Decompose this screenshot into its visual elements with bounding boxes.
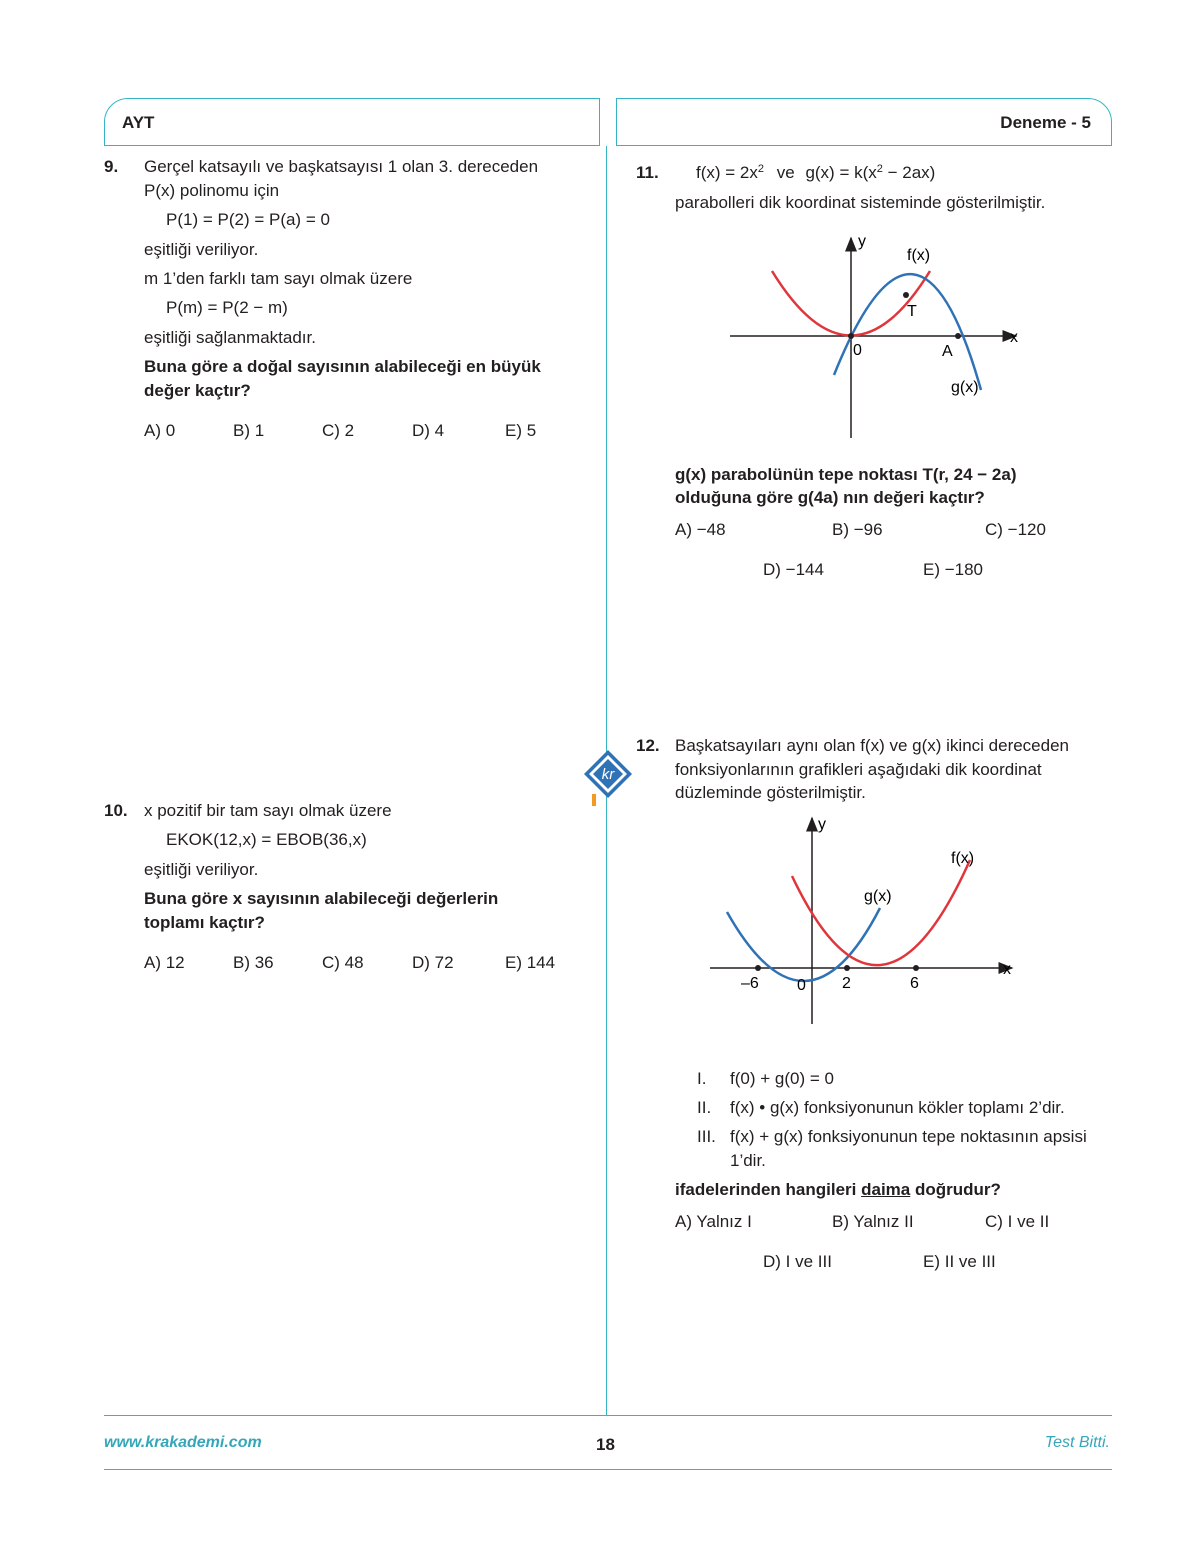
q11-point-a: [955, 333, 961, 339]
q12-line1: Başkatsayıları aynı olan f(x) ve g(x) ikinci dereceden: [675, 736, 1070, 755]
logo-text: kr: [601, 766, 615, 783]
q9-number: 9.: [104, 157, 119, 176]
page-number: 18: [596, 1435, 615, 1454]
q9-equation: P(1) = P(2) = P(a) = 0: [166, 210, 330, 229]
q12-two-label: 2: [842, 975, 851, 992]
q11-option-e[interactable]: E) −180: [923, 560, 984, 579]
q11-number: 11.: [636, 163, 659, 182]
q10-option-a[interactable]: A) 12: [144, 953, 185, 972]
q12-option-b[interactable]: B) Yalnız II: [832, 1212, 914, 1231]
footer-bottom-rule: [104, 1469, 1112, 1470]
q12-point-2: [844, 965, 850, 971]
q12-question-b: doğrudur?: [910, 1180, 1001, 1199]
q11-f-label: f(x): [907, 247, 931, 264]
q12-s1-num: I.: [697, 1069, 707, 1088]
q11-g-exp: 2: [876, 163, 883, 175]
q12-g-label: g(x): [864, 888, 892, 905]
footer-url-link[interactable]: www.krakademi.com: [104, 1434, 262, 1451]
q10-equation: EKOK(12,x) = EBOB(36,x): [166, 830, 367, 849]
q11-a-label: A: [942, 343, 953, 360]
q10-option-b[interactable]: B) 36: [233, 953, 274, 972]
q11-g-label: g(x): [951, 379, 979, 396]
q11-origin-point: [848, 333, 854, 339]
q11-question-line1: g(x) parabolünün tepe noktası T(r, 24 − 2a): [675, 465, 1017, 484]
q12-f-label: f(x): [951, 850, 975, 867]
q10-option-c[interactable]: C) 48: [322, 953, 364, 972]
q9-line4: eşitliği veriliyor.: [144, 240, 259, 259]
q12-six-label: 6: [910, 975, 919, 992]
q12-graph: [700, 812, 1020, 1028]
q12-y-label: y: [818, 816, 826, 833]
q12-option-e[interactable]: E) II ve III: [923, 1252, 996, 1271]
q12-question-a: ifadelerinden hangileri: [675, 1180, 862, 1199]
test-title: Deneme - 5: [1000, 113, 1091, 132]
q11-origin-label: 0: [853, 342, 862, 359]
q9-line7: eşitliği sağlanmaktadır.: [144, 328, 316, 347]
q10-number: 10.: [104, 801, 128, 820]
q11-option-c[interactable]: C) −120: [985, 520, 1046, 539]
q12-point-minus6: [755, 965, 761, 971]
q11-functions: [696, 163, 935, 183]
exam-type: AYT: [122, 113, 155, 132]
q10-option-d[interactable]: D) 72: [412, 953, 454, 972]
header-right-box: [616, 98, 1112, 146]
q9-option-a[interactable]: A) 0: [144, 421, 176, 440]
q11-f-def: f(x) = 2x: [696, 163, 758, 182]
q12-option-a[interactable]: A) Yalnız I: [675, 1212, 752, 1231]
q9-line1: Gerçel katsayılı ve başkatsayısı 1 olan 3. dereceden: [144, 157, 539, 176]
q9-question-line1: Buna göre a doğal sayısının alabileceği en büyük: [144, 357, 541, 376]
q9-line2: P(x) polinomu için: [144, 181, 280, 200]
q12-statement2: f(x) • g(x) fonksiyonunun kökler toplamı 2’dir.: [730, 1098, 1065, 1117]
q11-option-a[interactable]: A) −48: [675, 520, 726, 539]
q11-x-label: x: [1010, 329, 1018, 346]
q10-question-line2: toplamı kaçtır?: [144, 913, 265, 932]
q12-statement3b: 1’dir.: [730, 1151, 766, 1170]
q11-option-b[interactable]: B) −96: [832, 520, 883, 539]
header-left-box: [104, 98, 600, 146]
q11-f-exp: 2: [757, 163, 764, 175]
q12-minus6-label: –6: [741, 975, 759, 992]
footer-top-rule: [104, 1415, 1112, 1416]
q12-number: 12.: [636, 736, 660, 755]
q12-option-d[interactable]: D) I ve III: [763, 1252, 832, 1271]
q11-conj: ve: [776, 163, 795, 182]
q9-option-b[interactable]: B) 1: [233, 421, 265, 440]
q11-t-label: T: [907, 303, 917, 320]
q12-statement3a: f(x) + g(x) fonksiyonunun tepe noktasının apsisi: [730, 1127, 1087, 1146]
q12-line2: fonksiyonlarının grafikleri aşağıdaki dik koordinat: [675, 760, 1042, 779]
q12-point-6: [913, 965, 919, 971]
q12-question-emphasis: daima: [861, 1180, 911, 1199]
q12-line3: düzleminde gösterilmiştir.: [675, 783, 866, 802]
q12-option-c[interactable]: C) I ve II: [985, 1212, 1050, 1231]
q12-statement1: f(0) + g(0) = 0: [730, 1069, 834, 1088]
q11-g-def: g(x) = k(x: [805, 163, 877, 182]
q11-y-label: y: [858, 233, 866, 250]
q11-graph: [720, 228, 1030, 443]
q11-intersection-point: [903, 292, 909, 298]
q9-option-c[interactable]: C) 2: [322, 421, 355, 440]
q9-option-e[interactable]: E) 5: [505, 421, 537, 440]
q11-g-curve: [834, 274, 981, 390]
q11-g-def-b: − 2ax): [882, 163, 936, 182]
q10-line1: x pozitif bir tam sayı olmak üzere: [144, 801, 392, 820]
q11-question-line2: olduğuna göre g(4a) nın değeri kaçtır?: [675, 488, 985, 507]
q9-question-line2: değer kaçtır?: [144, 381, 251, 400]
q12-s2-num: II.: [697, 1098, 712, 1117]
q10-option-e[interactable]: E) 144: [505, 953, 556, 972]
q10-line3: eşitliği veriliyor.: [144, 860, 259, 879]
q12-x-label: x: [1003, 961, 1011, 978]
q12-g-curve: [727, 908, 880, 981]
q9-option-d[interactable]: D) 4: [412, 421, 445, 440]
q12-question: [675, 1180, 1001, 1200]
test-end-label: Test Bitti.: [1044, 1434, 1110, 1451]
q12-f-curve: [792, 860, 970, 965]
q9-line5: m 1’den farklı tam sayı olmak üzere: [144, 269, 413, 288]
q11-line2: parabolleri dik koordinat sisteminde gösterilmiştir.: [675, 193, 1046, 212]
q9-condition: P(m) = P(2 − m): [166, 298, 288, 317]
q11-option-d[interactable]: D) −144: [763, 560, 824, 579]
q10-question-line1: Buna göre x sayısının alabileceği değerlerin: [144, 889, 499, 908]
publisher-logo-icon: [582, 748, 634, 808]
q12-origin-label: 0: [797, 977, 806, 994]
q12-s3-num: III.: [697, 1127, 716, 1146]
